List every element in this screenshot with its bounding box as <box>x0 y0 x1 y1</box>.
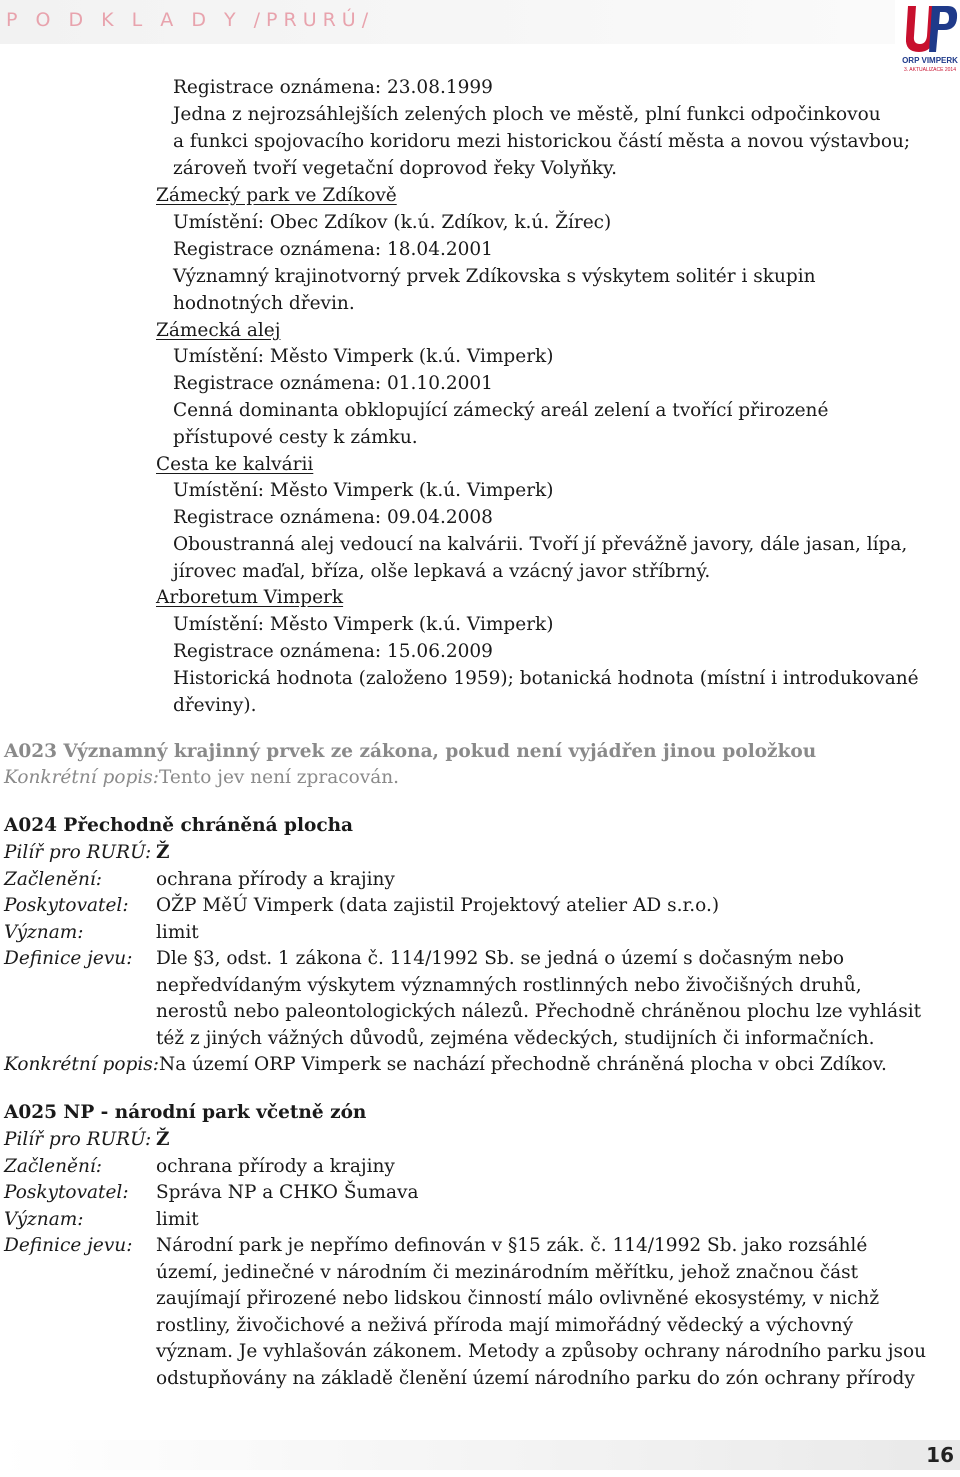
footer-band <box>0 1440 960 1470</box>
vyznam-value: limit <box>156 922 199 943</box>
zacleneni-value: ochrana přírody a krajiny <box>156 869 395 890</box>
prev-desc-line: Jedna z nejrozsáhlejších zelených ploch ve městě, plní funkci odpočinkovou <box>173 104 881 125</box>
poskytovatel-value: Správa NP a CHKO Šumava <box>156 1182 419 1203</box>
konkretni-popis-value: Na území ORP Vimperk se nachází přechodně chráněná plocha v obci Zdíkov. <box>159 1054 887 1075</box>
pilir-value: Ž <box>156 842 170 863</box>
item-registrace: Registrace oznámena: 01.10.2001 <box>173 373 493 394</box>
definice-line: Dle §3, odst. 1 zákona č. 114/1992 Sb. se jedná o území s dočasným nebo <box>156 948 845 969</box>
konkretni-popis-label: Konkrétní popis: <box>4 1054 159 1075</box>
definice-line: nerostů nebo paleontologických nálezů. Přechodně chráněnou plochu lze vyhlásit <box>156 1001 922 1022</box>
prev-desc-line: a funkci spojovacího koridoru mezi historickou částí města a novou výstavbou; <box>173 131 911 152</box>
item-umisteni: Umístění: Město Vimperk (k.ú. Vimperk) <box>173 480 554 501</box>
zacleneni-label: Začlenění: <box>4 869 103 890</box>
item-title-zamecky-park: Zámecký park ve Zdíkově <box>156 185 397 206</box>
logo-text-line1: ORP VIMPERK <box>902 56 958 65</box>
item-title-cesta-ke-kalvarii: Cesta ke kalvárii <box>156 454 314 475</box>
item-umisteni: Umístění: Obec Zdíkov (k.ú. Zdíkov, k.ú. Žírec) <box>173 212 612 233</box>
konkretni-popis-label: Konkrétní popis: <box>4 767 159 788</box>
page-number: 16 <box>926 1443 954 1467</box>
definice-line: Národní park je nepřímo definován v §15 zák. č. 114/1992 Sb. jako rozsáhlé <box>156 1235 868 1256</box>
zacleneni-label: Začlenění: <box>4 1156 103 1177</box>
zacleneni-value: ochrana přírody a krajiny <box>156 1156 395 1177</box>
section-heading-a024: A024 Přechodně chráněná plocha <box>4 815 354 836</box>
definice-line: též z jiných vážných důvodů, zejména vědeckých, studijních či informačních. <box>156 1028 875 1049</box>
item-registrace: Registrace oznámena: 18.04.2001 <box>173 239 493 260</box>
item-desc-line: dřeviny). <box>173 695 257 716</box>
item-desc-line: přístupové cesty k zámku. <box>173 427 418 448</box>
item-desc-line: Oboustranná alej vedoucí na kalvárii. Tvoří jí převážně javory, dále jasan, lípa, <box>173 534 908 555</box>
definice-line: odstupňovány na základě členění území národního parku do zón ochrany přírody <box>156 1368 915 1389</box>
pilir-value: Ž <box>156 1129 170 1150</box>
prev-registrace: Registrace oznámena: 23.08.1999 <box>173 77 493 98</box>
pilir-label: Pilíř pro RURÚ: <box>4 842 152 863</box>
vyznam-label: Význam: <box>4 1209 84 1230</box>
definice-line: území, jedinečné v národním či mezinárodním měřítku, jehož značnou část <box>156 1262 859 1283</box>
item-registrace: Registrace oznámena: 09.04.2008 <box>173 507 493 528</box>
definice-line: zaujímají přirozené nebo lidskou činností málo ovlivněné ekosystémy, v nichž <box>156 1288 880 1309</box>
vyznam-value: limit <box>156 1209 199 1230</box>
poskytovatel-value: OŽP MěÚ Vimperk (data zajistil Projektový atelier AD s.r.o.) <box>156 895 720 916</box>
a023-popis <box>4 765 399 791</box>
konkretni-popis-value: Tento jev není zpracován. <box>159 767 400 788</box>
item-desc-line: Historická hodnota (založeno 1959); botanická hodnota (místní i introdukované <box>173 668 919 689</box>
prev-desc-line: zároveň tvoří vegetační doprovod řeky Volyňky. <box>173 158 617 179</box>
item-umisteni: Umístění: Město Vimperk (k.ú. Vimperk) <box>173 614 554 635</box>
logo-text-line2: 3. AKTUALIZACE 2014 <box>904 67 956 73</box>
definice-label: Definice jevu: <box>4 1235 133 1256</box>
section-heading-a023: A023 Významný krajinný prvek ze zákona, pokud není vyjádřen jinou položkou <box>4 741 817 762</box>
document-header-title: P O D K L A D Y /PRURÚ/ <box>6 9 375 31</box>
poskytovatel-label: Poskytovatel: <box>4 1182 129 1203</box>
vyznam-label: Význam: <box>4 922 84 943</box>
definice-line: význam. Je vyhlašován zákonem. Metody a způsoby ochrany národního parku jsou <box>156 1341 927 1362</box>
up-logo <box>902 2 958 74</box>
item-desc-line: hodnotných dřevin. <box>173 293 355 314</box>
item-umisteni: Umístění: Město Vimperk (k.ú. Vimperk) <box>173 346 554 367</box>
item-desc-line: jírovec maďal, bříza, olše lepkavá a vzácný javor stříbrný. <box>173 561 711 582</box>
section-heading-a025: A025 NP - národní park včetně zón <box>4 1102 367 1123</box>
a024-popis <box>4 1052 887 1078</box>
item-title-arboretum: Arboretum Vimperk <box>156 587 344 608</box>
poskytovatel-label: Poskytovatel: <box>4 895 129 916</box>
pilir-label: Pilíř pro RURÚ: <box>4 1129 152 1150</box>
item-registrace: Registrace oznámena: 15.06.2009 <box>173 641 493 662</box>
definice-label: Definice jevu: <box>4 948 133 969</box>
definice-line: nepředvídaným výskytem významných rostlinných nebo živočišných druhů, <box>156 975 862 996</box>
item-desc-line: Významný krajinotvorný prvek Zdíkovska s výskytem solitér i skupin <box>173 266 816 287</box>
item-desc-line: Cenná dominanta obklopující zámecký areál zelení a tvořící přirozené <box>173 400 829 421</box>
item-title-zamecka-alej: Zámecká alej <box>156 320 281 341</box>
definice-line: rostliny, živočichové a neživá příroda mají mimořádný vědecký a výchovný <box>156 1315 854 1336</box>
